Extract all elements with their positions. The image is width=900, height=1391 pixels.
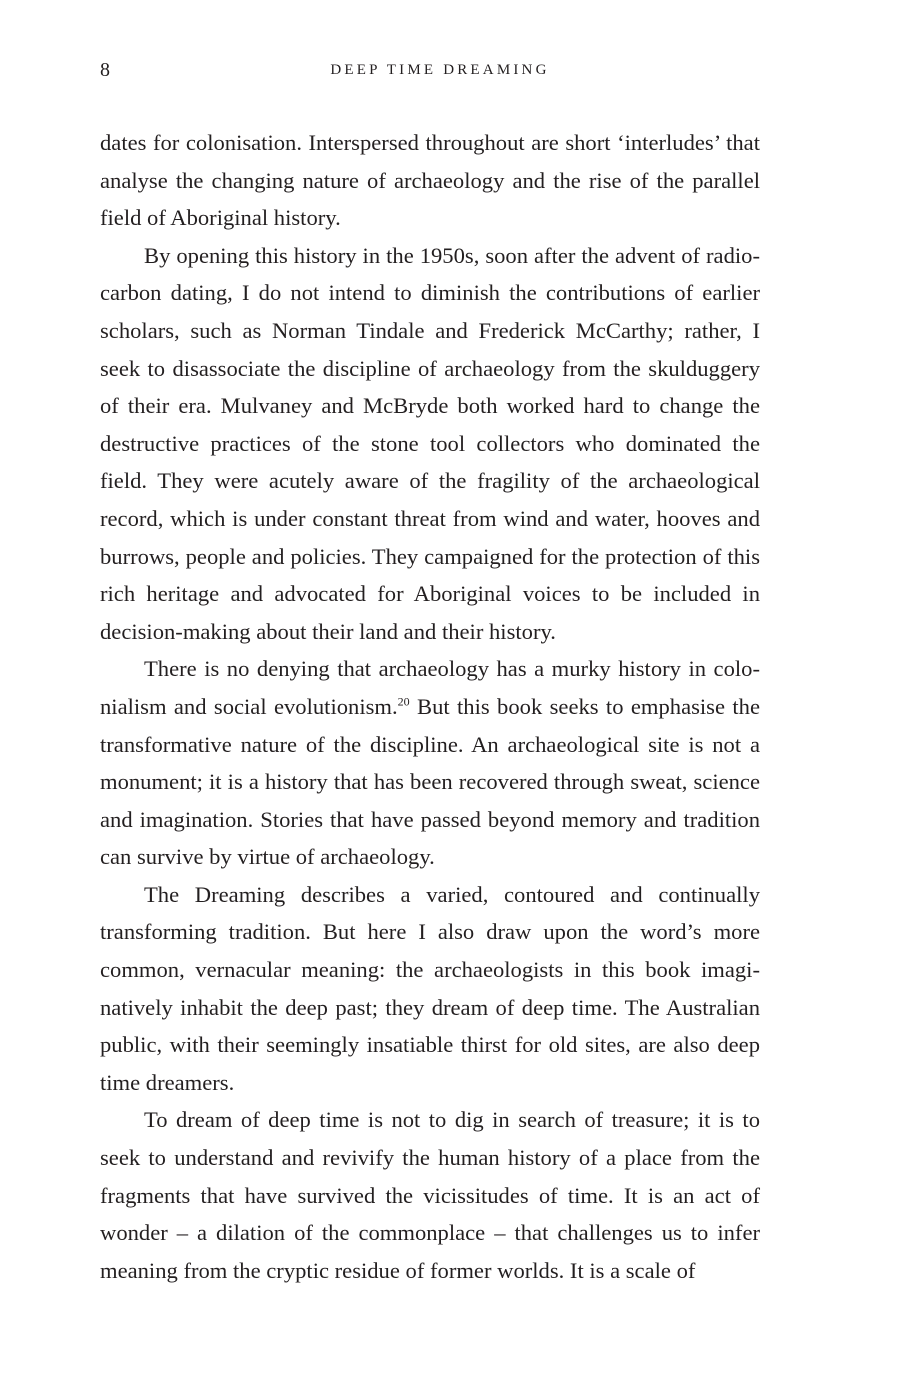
paragraph-1: dates for colonisation. Interspersed throughout are short ‘interludes’ that analyse the changing nature of archaeology and the rise of the parallel field of Aboriginal history. (100, 130, 760, 231)
running-title: DEEP TIME DREAMING (330, 62, 550, 78)
page-number: 8 (100, 59, 110, 81)
paragraph-3-text-before-note: There is no denying that archaeology has a murky history in colonialism and social evolutionism. (100, 656, 760, 719)
body-text (100, 124, 760, 1289)
paragraph-2: By opening this history in the 1950s, soon after the advent of radiocarbon dating, I do not intend to diminish the contributions of earlier scholars, such as Norman Tindale and Frederick McCarthy; rather, I seek to disassociate the discipline of archaeology from the skulduggery of their era. Mulvaney and McBryde both worked hard to change the destructive practices of the stone tool collectors who dominated the field. They were acutely aware of the fragility of the archaeological record, which is under constant threat from wind and water, hooves and burrows, people and policies. They campaigned for the protection of this rich heritage and advocated for Aboriginal voices to be included in decision-making about their land and their history. (100, 242, 760, 644)
paragraph-4: The Dreaming describes a varied, contoured and continually transforming tradition. But here I also draw upon the word’s more common, vernacular meaning: the archaeologists in this book imaginatively inhabit the deep past; they dream of deep time. The Australian public, with their seemingly insatiable thirst for old sites, are also deep time dreamers. (100, 881, 760, 1095)
paragraph-5: To dream of deep time is not to dig in search of treasure; it is to seek to understand and revivify the human history of a place from the fragments that have survived the vicissitudes of time. It is an act of wonder – a dilation of the commonplace – that challenges us to infer meaning from the cryptic residue of former worlds. It is a scale of (100, 1107, 760, 1283)
footnote-marker[interactable]: 20 (397, 694, 410, 709)
running-head (100, 58, 760, 82)
paragraph-3-text-after-note: But this book seeks to emphasise the transformative nature of the discipline. An archaeological site is not a monument; it is a history that has been recovered through sweat, science and imagination. Stories that have passed beyond memory and tradition can survive by virtue of archaeology. (100, 693, 760, 870)
paragraph-3 (100, 650, 760, 876)
